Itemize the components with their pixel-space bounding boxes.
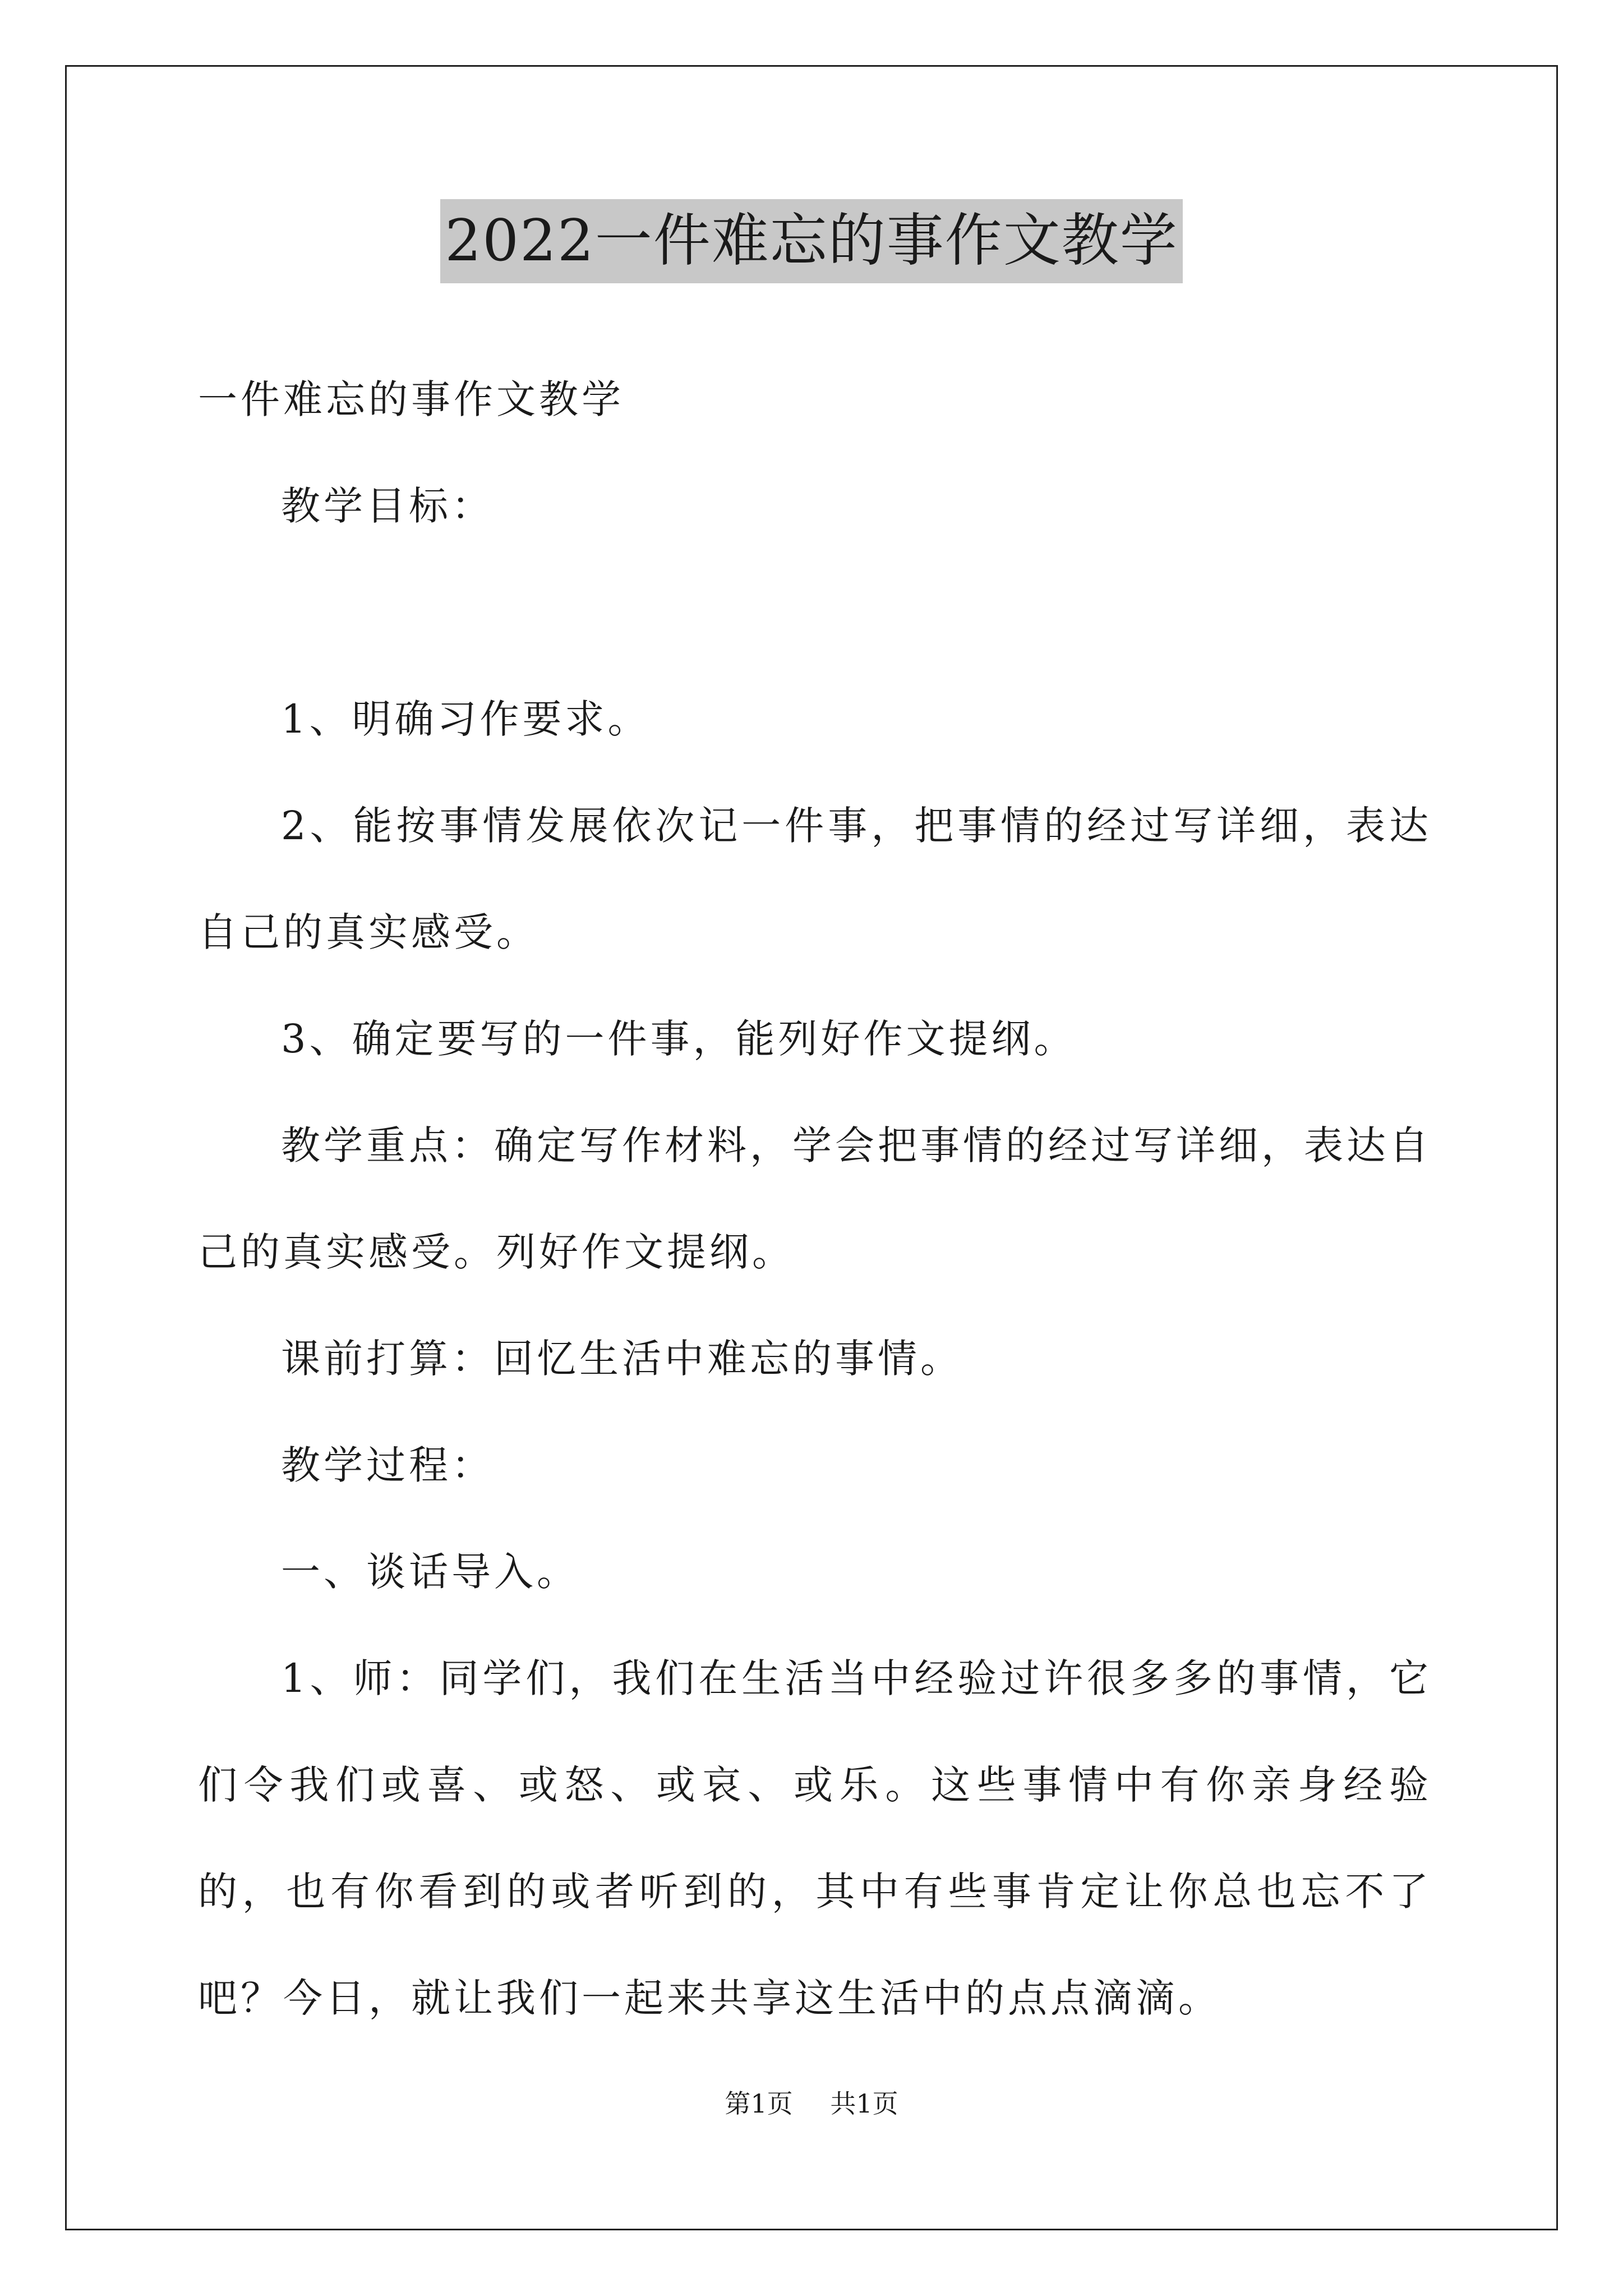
- page-footer: [0, 2087, 1623, 2120]
- title-container: [0, 199, 1623, 283]
- document-title: 2022一件难忘的事作文教学: [440, 199, 1183, 283]
- paragraph-teacher-intro: 1、师：同学们，我们在生活当中经验过许很多多的事情，它们令我们或喜、或怒、或哀、或乐。这些事情中有你亲身经验的，也有你看到的或者听到的，其中有些事肯定让你总也忘不了吧？今日，就让我们一起来共享这生活中的点点滴滴。: [198, 1655, 1432, 2021]
- paragraph-objective-3: 3、确定要写的一件事，能列好作文提纲。: [281, 1016, 1077, 1062]
- paragraph-objective-1: 1、明确习作要求。: [281, 696, 651, 742]
- paragraph-objective-2: 2、能按事情发展依次记一件事，把事情的经过写详细，表达自己的真实感受。: [198, 803, 1432, 955]
- page-total: 共1页: [830, 2088, 898, 2119]
- paragraph-objectives-heading: 教学目标：: [281, 483, 494, 529]
- paragraph-preparation: 课前打算：回忆生活中难忘的事情。: [281, 1336, 963, 1382]
- paragraph-subtitle: 一件难忘的事作文教学: [198, 376, 624, 422]
- document-body: [198, 346, 1432, 2051]
- paragraph-process-heading: 教学过程：: [281, 1442, 494, 1488]
- paragraph-section-1: 一、谈话导入。: [281, 1549, 579, 1595]
- paragraph-key-points: 教学重点：确定写作材料，学会把事情的经过写详细，表达自己的真实感受。列好作文提纲。: [198, 1122, 1432, 1275]
- page-number: 第1页: [725, 2088, 793, 2119]
